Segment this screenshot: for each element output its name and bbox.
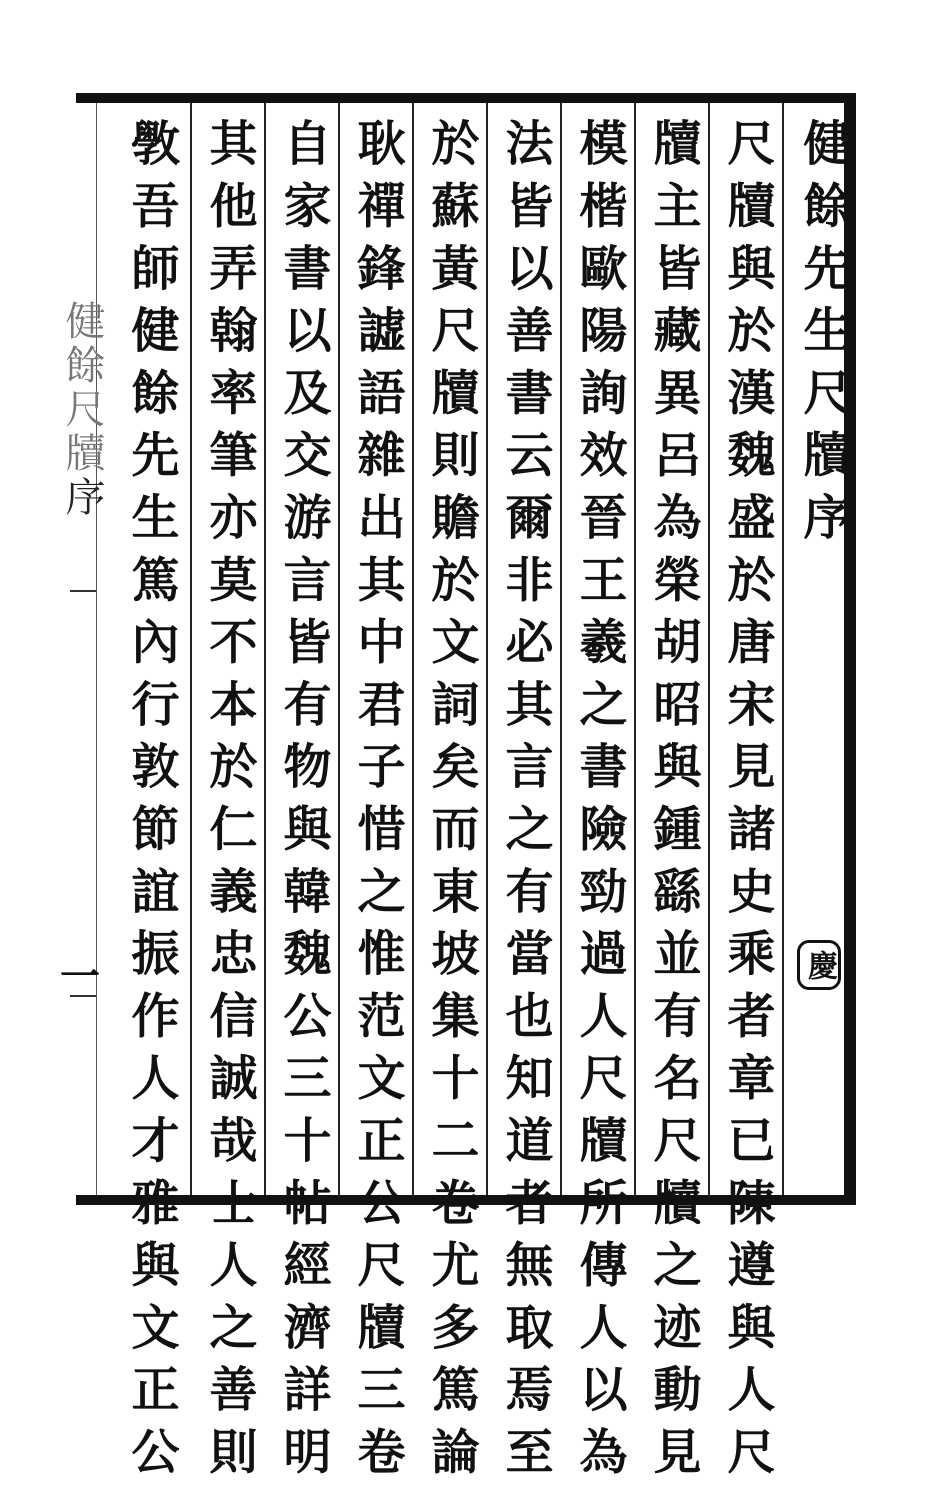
margin-section-label: 序 xyxy=(59,476,105,520)
column-text: 模楷歐陽詢效晉王羲之書險勁過人尺牘所傳人以為 xyxy=(571,118,627,1489)
document-title: 健餘先生尺牘序 xyxy=(795,118,851,555)
fishtail-mark xyxy=(70,995,96,997)
column-divider xyxy=(412,103,414,1195)
column-divider xyxy=(560,103,562,1195)
column-divider xyxy=(782,103,784,1195)
text-column-2 xyxy=(640,118,706,1489)
text-column-7 xyxy=(270,118,336,1489)
column-text: 法皆以善書云爾非必其言之有當也知道者無取焉至 xyxy=(497,118,553,1489)
text-column-5 xyxy=(418,118,484,1489)
column-text: 牘主皆藏異呂為榮胡昭與鍾繇並有名尺牘之迹動見 xyxy=(645,118,701,1489)
text-column-8 xyxy=(196,118,262,1489)
text-column-1 xyxy=(714,118,780,1489)
text-column-6 xyxy=(344,118,410,1489)
margin-book-title xyxy=(54,300,111,520)
fishtail-mark xyxy=(70,590,96,592)
column-divider xyxy=(190,103,192,1195)
column-text: 於蘇黃尺牘則贍於文詞矣而東坡集十二卷尤多篤論 xyxy=(423,118,479,1489)
frame-left-rule xyxy=(96,103,97,1195)
margin-book-title-text: 健餘尺牘 xyxy=(59,300,105,476)
text-column-3 xyxy=(566,118,632,1489)
column-divider xyxy=(338,103,340,1195)
column-text: 自家書以及交游言皆有物與韓魏公三十帖經濟詳明 xyxy=(275,118,331,1489)
text-column-9 xyxy=(118,118,184,1489)
column-text: 耿禪鋒譃語雜出其中君子惜之惟范文正公尺牘三卷 xyxy=(349,118,405,1489)
text-column-4 xyxy=(492,118,558,1489)
column-divider xyxy=(264,103,266,1195)
column-divider xyxy=(486,103,488,1195)
column-divider xyxy=(634,103,636,1195)
column-text: 其他弄翰率筆亦莫不本於仁義忠信誠哉士人之善則 xyxy=(201,118,257,1489)
title-column xyxy=(790,118,856,1193)
column-text: 斆吾師健餘先生篤內行敦節誼振作人才雅與文正公 xyxy=(123,118,179,1489)
column-text: 尺牘與於漢魏盛於唐宋見諸史乘者章已陳遵與人尺 xyxy=(719,118,775,1489)
page-number: 一 xyxy=(60,953,100,1000)
column-divider xyxy=(708,103,710,1195)
seal-stamp: 慶 xyxy=(797,940,841,990)
